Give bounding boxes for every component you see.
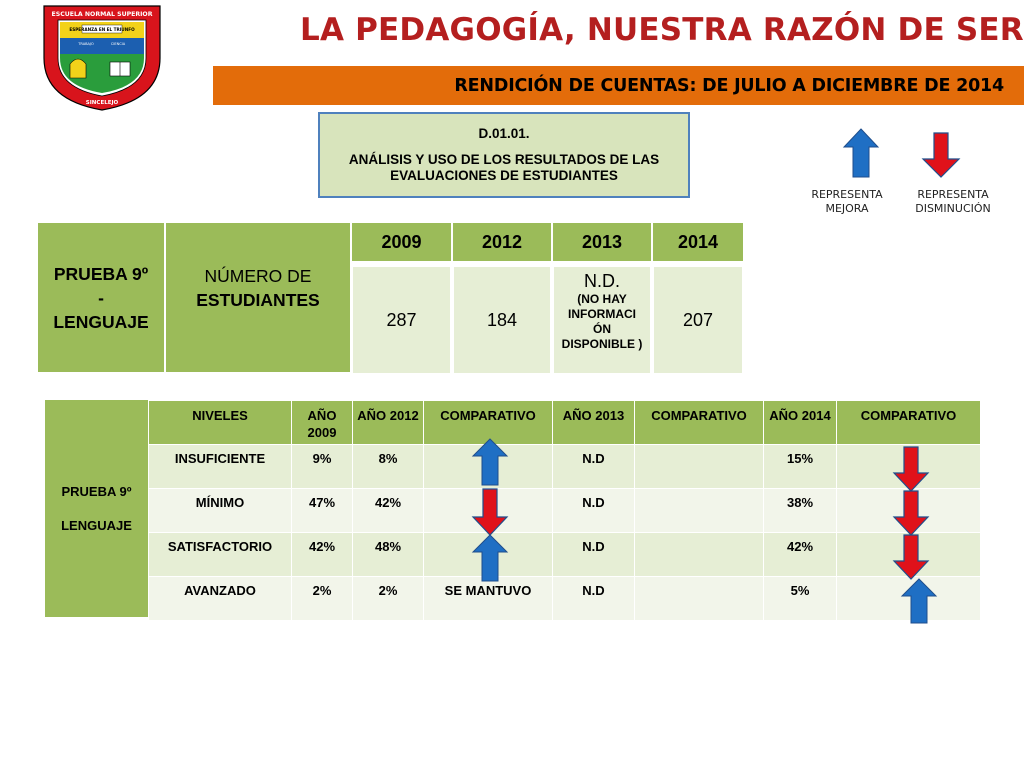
header-year-2014: AÑO 2014 bbox=[764, 401, 837, 445]
value-cell: 38% bbox=[764, 489, 837, 533]
arrow-up-icon bbox=[472, 534, 508, 582]
levels-test-label bbox=[45, 400, 148, 617]
legend-down-label: REPRESENTA DISMINUCIÓN bbox=[915, 188, 991, 215]
students-test-label-line2: - bbox=[98, 287, 104, 308]
arrow-down-icon bbox=[893, 490, 929, 536]
year-header: 2009 bbox=[351, 222, 452, 262]
header-year-2009: AÑO 2009 bbox=[292, 401, 353, 445]
value-cell: 5% bbox=[764, 577, 837, 621]
value-cell: 47% bbox=[292, 489, 353, 533]
table-row bbox=[149, 445, 981, 489]
value-cell: 9% bbox=[292, 445, 353, 489]
levels-test-label-line1: PRUEBA 9º bbox=[61, 483, 132, 499]
school-crest-logo bbox=[40, 0, 164, 112]
year-header: 2012 bbox=[452, 222, 552, 262]
subtitle-text: RENDICIÓN DE CUENTAS: DE JULIO A DICIEMBRE DE 2014 bbox=[454, 75, 1004, 96]
value-cell: 2% bbox=[353, 577, 424, 621]
student-count-cell-nd bbox=[552, 265, 652, 375]
code-description: ANÁLISIS Y USO DE LOS RESULTADOS DE LAS EVALUACIONES DE ESTUDIANTES bbox=[348, 152, 660, 183]
header-year-2012: AÑO 2012 bbox=[353, 401, 424, 445]
students-count-label-line1: NÚMERO DE bbox=[204, 265, 312, 286]
value-cell: 15% bbox=[764, 445, 837, 489]
code-box bbox=[318, 112, 690, 198]
value-cell: N.D bbox=[553, 577, 635, 621]
value-cell: 8% bbox=[353, 445, 424, 489]
arrow-down-icon bbox=[893, 534, 929, 580]
student-count-cell: 207 bbox=[652, 265, 744, 375]
arrow-down-icon bbox=[893, 446, 929, 492]
header-niveles: NIVELES bbox=[149, 401, 292, 445]
arrow-up-icon bbox=[901, 578, 937, 624]
table-row bbox=[149, 489, 981, 533]
level-cell: AVANZADO bbox=[149, 577, 292, 621]
crest-top-text: ESCUELA NORMAL SUPERIOR bbox=[51, 11, 153, 18]
comparison-cell bbox=[635, 489, 764, 533]
legend-arrow-up-icon bbox=[843, 128, 879, 178]
value-cell: 48% bbox=[353, 533, 424, 577]
students-test-label-line1: PRUEBA 9º bbox=[53, 263, 149, 284]
students-count-label bbox=[165, 222, 351, 373]
crest-banner-text: ESPERANZA EN EL TRIUNFO bbox=[69, 27, 135, 32]
comparison-cell bbox=[635, 533, 764, 577]
year-header: 2014 bbox=[652, 222, 744, 262]
header-year-2013: AÑO 2013 bbox=[553, 401, 635, 445]
levels-table bbox=[148, 400, 981, 621]
level-cell: SATISFACTORIO bbox=[149, 533, 292, 577]
student-count-cell: 287 bbox=[351, 265, 452, 375]
table-row bbox=[149, 533, 981, 577]
arrow-down-icon bbox=[472, 488, 508, 536]
value-cell: N.D bbox=[553, 489, 635, 533]
comparison-cell: SE MANTUVO bbox=[424, 577, 553, 621]
arrow-up-icon bbox=[472, 438, 508, 486]
levels-header-row bbox=[149, 401, 981, 445]
value-cell: 42% bbox=[353, 489, 424, 533]
crest-bottom-text: SINCELEJO bbox=[85, 100, 119, 106]
header-comparativo: COMPARATIVO bbox=[635, 401, 764, 445]
nd-note: (NO HAY INFORMACI ÓN DISPONIBLE ) bbox=[561, 292, 643, 351]
students-count-label-line2: ESTUDIANTES bbox=[196, 289, 320, 310]
nd-value: N.D. bbox=[584, 271, 620, 291]
crest-motto-right: CIENCIA bbox=[110, 42, 126, 46]
page-title: LA PEDAGOGÍA, NUESTRA RAZÓN DE SER bbox=[300, 12, 1024, 48]
legend-arrow-down-icon bbox=[922, 132, 960, 178]
value-cell: 42% bbox=[764, 533, 837, 577]
crest-motto-left: TRABAJO bbox=[78, 42, 94, 46]
header-comparativo: COMPARATIVO bbox=[837, 401, 981, 445]
student-count-cell: 184 bbox=[452, 265, 552, 375]
comparison-cell bbox=[635, 445, 764, 489]
code-label: D.01.01. bbox=[478, 126, 530, 141]
level-cell: INSUFICIENTE bbox=[149, 445, 292, 489]
students-test-label bbox=[37, 222, 165, 373]
comparison-cell bbox=[635, 577, 764, 621]
header-comparativo: COMPARATIVO bbox=[424, 401, 553, 445]
subtitle-bar bbox=[213, 66, 1024, 105]
table-row bbox=[149, 577, 981, 621]
students-test-label-line3: LENGUAJE bbox=[53, 311, 149, 332]
value-cell: N.D bbox=[553, 445, 635, 489]
value-cell: 42% bbox=[292, 533, 353, 577]
levels-test-label-line2: LENGUAJE bbox=[61, 517, 132, 533]
legend-up-label: REPRESENTA MEJORA bbox=[811, 188, 883, 215]
year-header: 2013 bbox=[552, 222, 652, 262]
value-cell: 2% bbox=[292, 577, 353, 621]
level-cell: MÍNIMO bbox=[149, 489, 292, 533]
value-cell: N.D bbox=[553, 533, 635, 577]
